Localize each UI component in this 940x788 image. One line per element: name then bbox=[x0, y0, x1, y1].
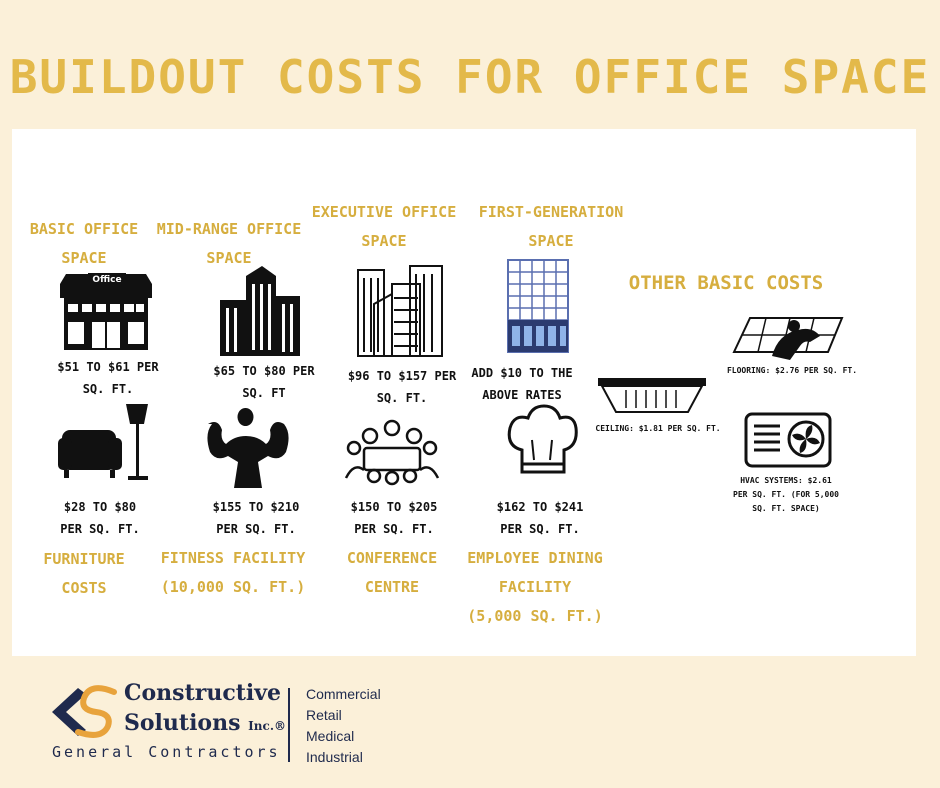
brand-inc: Inc.® bbox=[248, 719, 286, 733]
flooring-cost: FLOORING: $2.76 PER SQ. FT. bbox=[726, 366, 858, 375]
label-midrange-office: MID-RANGE OFFICE SPACE bbox=[156, 220, 302, 267]
chef-hat-icon bbox=[506, 404, 578, 484]
price-furniture: $28 TO $80 PER SQ. FT. bbox=[60, 500, 140, 536]
flooring-installer-icon bbox=[732, 312, 844, 362]
price-conference: $150 TO $205 PER SQ. FT. bbox=[350, 500, 438, 536]
sector-item: Medical bbox=[306, 728, 355, 744]
price-midrange-office: $65 TO $80 PER SQ. FT bbox=[213, 364, 315, 400]
label-fitness: FITNESS FACILITY (10,000 SQ. FT.) bbox=[160, 549, 306, 596]
brand-name-line1: Constructive bbox=[124, 680, 282, 706]
label-conference: CONFERENCE CENTRE bbox=[346, 549, 438, 596]
city-buildings-icon bbox=[216, 266, 304, 358]
price-first-generation: ADD $10 TO THE ABOVE RATES bbox=[471, 366, 573, 402]
price-fitness: $155 TO $210 PER SQ. FT. bbox=[212, 500, 300, 536]
sector-list bbox=[306, 684, 381, 768]
label-basic-office: BASIC OFFICE SPACE bbox=[29, 220, 139, 267]
ceiling-cost: CEILING: $1.81 PER SQ. FT. bbox=[595, 424, 721, 433]
hvac-unit-icon bbox=[744, 412, 832, 470]
other-costs-heading: OTHER BASIC COSTS bbox=[628, 272, 824, 294]
skyscrapers-icon bbox=[354, 264, 446, 358]
label-first-generation: FIRST-GENERATION SPACE bbox=[478, 203, 624, 250]
ceiling-fixture-icon bbox=[596, 376, 708, 416]
bodybuilder-icon bbox=[202, 404, 294, 490]
price-executive-office: $96 TO $157 PER SQ. FT. bbox=[347, 369, 457, 405]
sector-item: Industrial bbox=[306, 749, 363, 765]
armchair-lamp-icon bbox=[56, 402, 152, 484]
label-dining: EMPLOYEE DINING FACILITY (5,000 SQ. FT.) bbox=[467, 549, 603, 625]
company-logo-icon bbox=[48, 684, 120, 740]
sector-item: Retail bbox=[306, 707, 342, 723]
price-basic-office: $51 TO $61 PER SQ. FT. bbox=[57, 360, 159, 396]
new-building-construction-icon bbox=[504, 256, 572, 354]
sector-item: Commercial bbox=[306, 686, 381, 702]
footer-divider bbox=[288, 688, 290, 762]
brand-tagline: General Contractors bbox=[52, 743, 281, 761]
office-building-icon bbox=[56, 270, 156, 352]
brand-name-line2: Solutions Inc.® bbox=[124, 710, 286, 736]
price-dining: $162 TO $241 PER SQ. FT. bbox=[496, 500, 584, 536]
label-furniture: FURNITURE COSTS bbox=[43, 550, 125, 597]
page-title: BUILDOUT COSTS FOR OFFICE SPACE bbox=[9, 50, 931, 104]
office-sign-text: Office bbox=[92, 275, 122, 285]
label-executive-office: EXECUTIVE OFFICE SPACE bbox=[311, 203, 457, 250]
conference-meeting-icon bbox=[344, 418, 440, 488]
hvac-cost: HVAC SYSTEMS: $2.61 PER SQ. FT. (FOR 5,000 SQ. FT. SPACE) bbox=[733, 476, 839, 513]
